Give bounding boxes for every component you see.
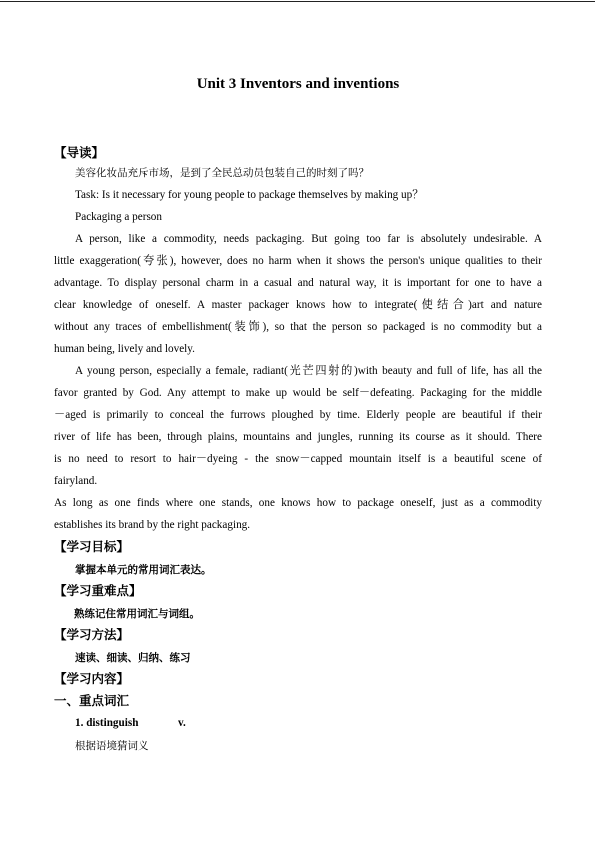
methods-text: 速读、细读、归纳、练习 (75, 652, 191, 664)
para2-line: A young person, especially a female, radiant(光芒四射的)with beauty and full of life, has all the (75, 365, 542, 377)
para1-line: A person, like a commodity, needs packaging. But going too far is absolutely undesirable. A (75, 233, 542, 245)
content-heading: 【学习内容】 (54, 671, 130, 686)
para3-line: establishes its brand by the right packaging. (54, 519, 251, 531)
vocab-word (75, 714, 542, 732)
goals-heading: 【学习目标】 (54, 539, 130, 554)
para2-line: fairyland. (54, 475, 98, 487)
passage-title: Packaging a person (75, 211, 162, 223)
para1-line: advantage. To display personal charm in a casual and natural way, it is important for one to have a (54, 277, 542, 289)
difficulties-heading: 【学习重难点】 (54, 583, 142, 598)
vocab-heading: 一、重点词汇 (54, 693, 130, 708)
goals-text: 掌握本单元的常用词汇表达。 (75, 564, 212, 576)
vocab-word-text: 1. distinguish (75, 717, 139, 729)
para2-line: is no need to resort to hair－dyeing - the snow－capped mountain itself is a beautiful scene of (54, 453, 542, 465)
vocab-pos: v. (178, 717, 186, 729)
methods-heading: 【学习方法】 (54, 627, 130, 642)
difficulties-text: 熟练记住常用词汇与词组。 (74, 608, 200, 620)
para2-line: river of life has been, through plains, mountains and jungles, running its course as it should. There (54, 431, 542, 443)
para3-line: As long as one finds where one stands, one knows how to package oneself, just as a commodity (54, 497, 542, 509)
para1-line: human being, lively and lovely. (54, 343, 195, 355)
para1-line: little exaggeration(夸张), however, does no harm when it shows the person's unique qualities to their (54, 255, 542, 267)
guide-heading: 【导读】 (54, 145, 105, 160)
guide-intro-cn: 美容化妆品充斥市场，是到了全民总动员包装自己的时刻了吗？ (75, 167, 369, 179)
top-rule (0, 1, 595, 2)
para1-line: without any traces of embellishment(装饰), so that the person so packaged is no commodity but a (54, 321, 542, 333)
para2-line: favor granted by God. Any attempt to make up would be self－defeating. Packaging for the middle (54, 387, 542, 399)
vocab-hint: 根据语境猜词义 (75, 740, 149, 752)
para2-line: －aged is primarily to conceal the furrows ploughed by time. Elderly people are beautiful if their (54, 409, 542, 421)
page-title: Unit 3 Inventors and inventions (196, 76, 400, 92)
guide-task: Task: Is it necessary for young people to package themselves by making up？ (75, 189, 424, 201)
para1-line: clear knowledge of oneself. A master packager knows how to integrate(使结合)art and nature (54, 299, 542, 311)
